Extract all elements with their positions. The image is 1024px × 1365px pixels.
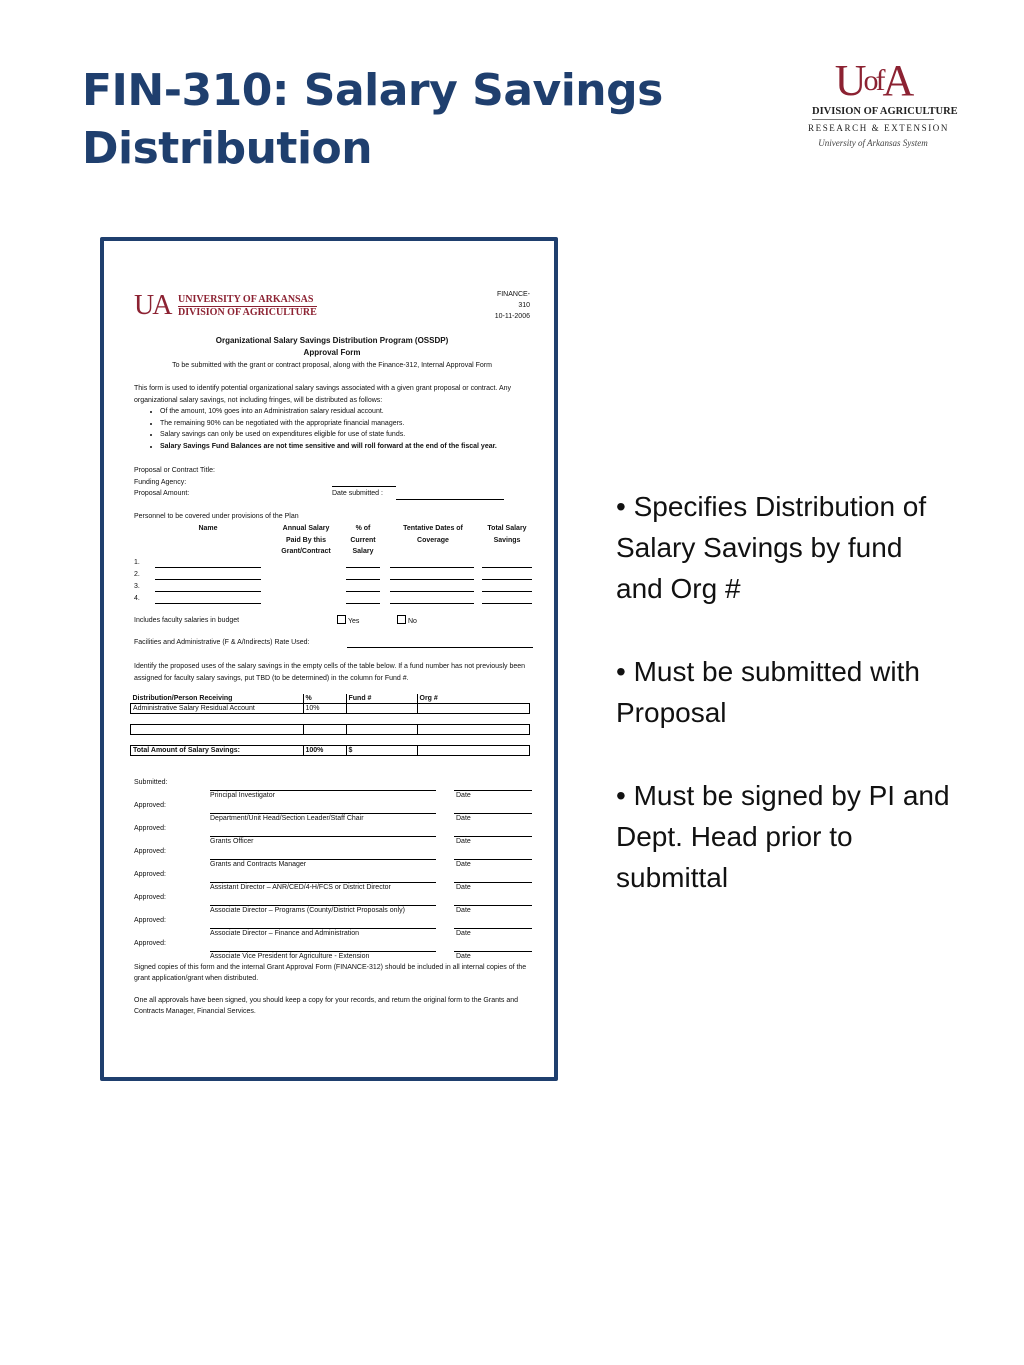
form-logo: [134, 291, 334, 325]
signature-row: Approved: Associate Director – Finance and Administration Date: [134, 905, 530, 928]
form-logo-name: UNIVERSITY OF ARKANSAS DIVISION OF AGRICULTURE: [178, 294, 317, 318]
name-field[interactable]: [155, 581, 261, 592]
date-line[interactable]: Date: [454, 847, 532, 860]
date-line[interactable]: Date: [454, 801, 532, 814]
bullet-item: • Must be submitted with Proposal: [616, 656, 920, 728]
pct-field[interactable]: [346, 569, 380, 580]
signature-row: Approved: Department/Unit Head/Section Leader/Staff Chair Date: [134, 790, 530, 813]
bullet-item: • Must be signed by PI and Dept. Head prior to submittal: [616, 780, 950, 893]
list-item: • Salary Savings Fund Balances are not time sensitive and will roll forward at the end of the fiscal year.: [160, 441, 530, 453]
dates-field[interactable]: [390, 593, 474, 604]
name-field[interactable]: [155, 557, 261, 568]
distribution-cell[interactable]: [131, 725, 304, 735]
signature-row: Approved: Grants and Contracts Manager Date: [134, 836, 530, 859]
division-logo: [808, 56, 958, 148]
col-total-savings: Total Salary Savings: [487, 525, 527, 544]
signature-row: Approved: Assistant Director – ANR/CED/4-H/FCS or District Director Date: [134, 859, 530, 882]
total-field[interactable]: [482, 581, 532, 592]
personnel-label: Personnel to be covered under provisions of the Plan: [134, 513, 299, 520]
signature-line[interactable]: Principal Investigator: [210, 778, 436, 791]
logo-division: DIVISION OF AGRICULTURE: [812, 106, 934, 120]
table-row: [131, 714, 530, 725]
form-heading: Organizational Salary Savings Distribution Program (OSSDP) Approval Form: [215, 336, 449, 357]
dates-field[interactable]: [390, 557, 474, 568]
date-line[interactable]: Date: [454, 939, 532, 952]
table-row: [131, 735, 530, 746]
date-line[interactable]: Date: [454, 893, 532, 906]
fund-cell[interactable]: [346, 704, 417, 714]
date-submitted-field[interactable]: [396, 488, 504, 500]
date-line[interactable]: Date: [454, 778, 532, 791]
table-row: 1.: [134, 557, 530, 568]
total-row: Total Amount of Salary Savings: 100% $: [131, 746, 530, 756]
signature-row: Approved: Associate Director – Programs (County/District Proposals only) Date: [134, 882, 530, 905]
fa-rate-field[interactable]: [347, 637, 533, 648]
distribution-table: [130, 694, 530, 756]
list-item: • Salary savings can only be used on expenditures eligible for use of state funds.: [160, 429, 530, 441]
funding-agency-label: Funding Agency:: [134, 478, 187, 486]
col-dates: Tentative Dates of Coverage: [403, 525, 463, 544]
logo-mark: UofA: [834, 56, 912, 105]
table-header-row: Distribution/Person Receiving % Fund # Org #: [131, 694, 530, 704]
col-pct-salary: % of Current Salary: [350, 525, 376, 555]
logo-research: RESEARCH & EXTENSION: [808, 123, 950, 133]
faculty-label: Includes faculty salaries in budget: [134, 617, 240, 624]
signature-line[interactable]: Associate Vice President for Agriculture - Extension: [210, 939, 436, 952]
no-option[interactable]: No: [397, 615, 417, 628]
col-annual-salary: Annual Salary Paid By this Grant/Contract: [281, 525, 331, 555]
signature-line[interactable]: Associate Director – Programs (County/District Proposals only): [210, 893, 436, 906]
form-code: FINANCE- 310 10-11-2006: [494, 291, 530, 320]
form-intro: This form is used to identify potential organizational salary savings associated with a given grant proposal or contract. Any organizational salary savings, not including fringes, will be distributed as follows: • Of the amount, 10% goes into an Administration salary residual account. • The remaining 90% can be negotiated with the appropriate financial managers. • Salary savings can only be used on expenditures eligible for use of state funds. • Salary Savings Fund Balances are not time sensitive and will roll forward at the end of the fiscal year.: [134, 383, 530, 452]
table-row: Administrative Salary Residual Account 10%: [131, 704, 530, 714]
table-row: 2.: [134, 569, 530, 580]
title-line-1: FIN-310: Salary Savings: [82, 65, 663, 116]
date-line[interactable]: Date: [454, 824, 532, 837]
fund-cell[interactable]: [346, 725, 417, 735]
bullet-list: [616, 486, 956, 940]
table-row: [131, 725, 530, 735]
no-checkbox[interactable]: [397, 615, 406, 624]
name-field[interactable]: [155, 593, 261, 604]
fa-row: [134, 637, 530, 649]
submitted-label: Submitted:: [134, 779, 168, 786]
slide-title: [82, 62, 702, 178]
logo-system: University of Arkansas System: [818, 138, 928, 148]
proposal-amount-label: Proposal Amount:: [134, 490, 190, 497]
faculty-row: [134, 615, 530, 627]
dates-field[interactable]: [390, 581, 474, 592]
fa-label: Facilities and Administrative (F & A/Indirects) Rate Used:: [134, 639, 310, 646]
pct-field[interactable]: [346, 557, 380, 568]
org-cell[interactable]: [417, 704, 530, 714]
signature-row: Approved: Grants Officer Date: [134, 813, 530, 836]
form-footer-1: Signed copies of this form and the internal Grant Approval Form (FINANCE-312) should be included in all internal copies of the grant application/grant when distributed.: [134, 964, 527, 982]
signature-line[interactable]: Department/Unit Head/Section Leader/Staff Chair: [210, 801, 436, 814]
date-line[interactable]: Date: [454, 870, 532, 883]
total-field[interactable]: [482, 569, 532, 580]
total-field[interactable]: [482, 557, 532, 568]
pct-field[interactable]: [346, 581, 380, 592]
proposal-title-label: Proposal or Contract Title:: [134, 467, 215, 474]
total-field[interactable]: [482, 593, 532, 604]
date-line[interactable]: Date: [454, 916, 532, 929]
signature-line[interactable]: Assistant Director – ANR/CED/4-H/FCS or District Director: [210, 870, 436, 883]
bullet-item: • Specifies Distribution of Salary Savings by fund and Org #: [616, 491, 927, 604]
form-image-frame: [100, 237, 558, 1081]
identify-text: Identify the proposed uses of the salary savings in the empty cells of the table below. If a fund number has not previously been assigned for faculty salary savings, put TBD (to be determined) in the column for Fund #.: [134, 663, 526, 682]
form-footer-2: One all approvals have been signed, you should keep a copy for your records, and return the original form to the Grants and Contracts Manager, Financial Services.: [134, 997, 519, 1015]
pct-cell[interactable]: [303, 725, 346, 735]
yes-checkbox[interactable]: [337, 615, 346, 624]
date-submitted-label: Date submitted :: [332, 490, 383, 497]
proposal-info: [134, 465, 530, 500]
org-cell[interactable]: [417, 725, 530, 735]
form-logo-mark: UA: [134, 290, 171, 321]
title-line-2: Distribution: [82, 123, 373, 174]
signature-line[interactable]: Grants and Contracts Manager: [210, 847, 436, 860]
table-row: 4.: [134, 593, 530, 604]
personnel-rows: [134, 557, 530, 605]
org-cell[interactable]: [417, 746, 530, 756]
personnel-header: [134, 523, 530, 559]
signature-line[interactable]: Associate Director – Finance and Administration: [210, 916, 436, 929]
col-name: Name: [198, 525, 218, 532]
name-field[interactable]: [155, 569, 261, 580]
pct-field[interactable]: [346, 593, 380, 604]
title-field-line: [332, 486, 396, 487]
table-row: 3.: [134, 581, 530, 592]
signature-row: Approved: Associate Vice President for Agriculture - Extension Date: [134, 928, 530, 951]
form-subheading: To be submitted with the grant or contract proposal, along with the Finance-312, Internal Approval Form: [172, 362, 492, 369]
list-item: • The remaining 90% can be negotiated with the appropriate financial managers.: [160, 418, 530, 430]
list-item: • Of the amount, 10% goes into an Administration salary residual account.: [160, 406, 530, 418]
form-rules-list: [134, 406, 530, 452]
signature-line[interactable]: Grants Officer: [210, 824, 436, 837]
dates-field[interactable]: [390, 569, 474, 580]
yes-option[interactable]: Yes: [337, 615, 359, 628]
